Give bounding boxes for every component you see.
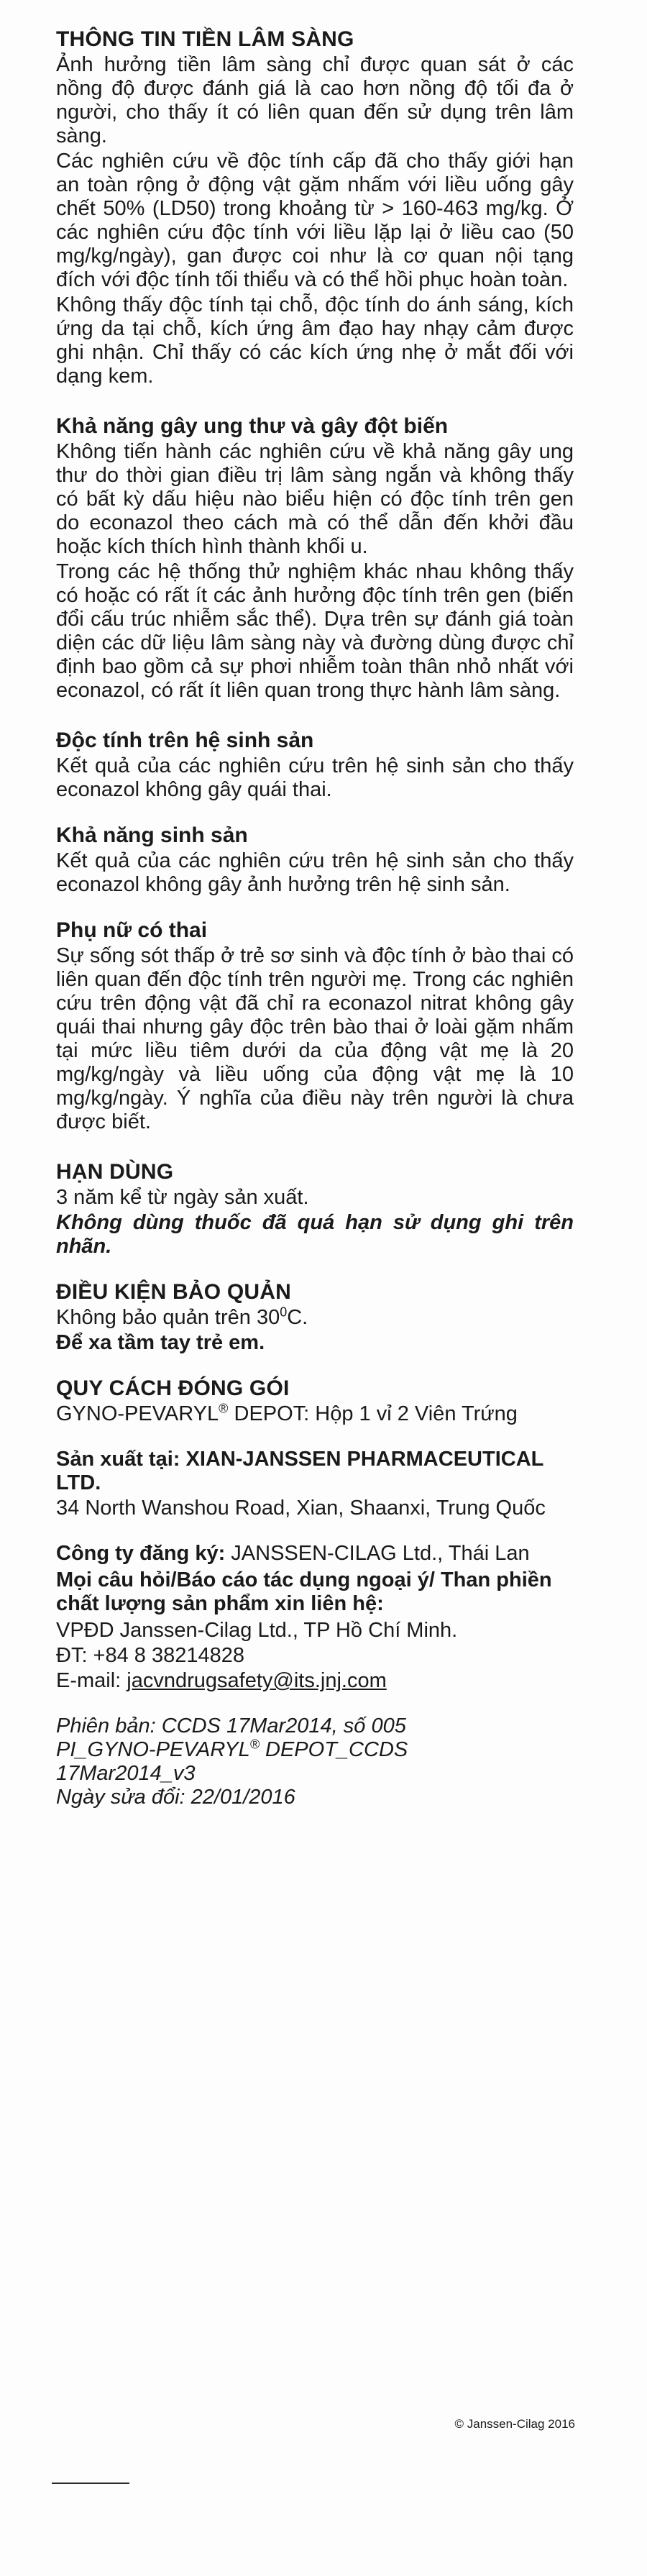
- manufacturer-line: [56, 1448, 574, 1495]
- email-label: E-mail:: [56, 1669, 127, 1692]
- storage-text-unit: C.: [287, 1306, 308, 1329]
- version-line: Phiên bản: CCDS 17Mar2014, số 005: [56, 1714, 406, 1737]
- registered-mark: ®: [219, 1401, 229, 1416]
- registrant-line: [56, 1542, 574, 1566]
- copyright-notice: © Janssen-Cilag 2016: [454, 2417, 575, 2431]
- manufacturer-label: Sản xuất tại:: [56, 1448, 180, 1471]
- heading-preclinical: THÔNG TIN TIỀN LÂM SÀNG: [56, 27, 354, 51]
- section-carcinogenicity: [56, 414, 574, 703]
- heading-packaging: QUY CÁCH ĐÓNG GÓI: [56, 1376, 290, 1400]
- paragraph: Không tiến hành các nghiên cứu về khả năng gây ung thư do thời gian điều trị lâm sàng ngắn và không thấy có bất kỳ dấu hiệu nào biểu hiện có độc tính trên gen do econazol theo cách mà có thể dẫn đến khởi đầu hoặc kích thích hình thành khối u.: [56, 440, 574, 558]
- version-date-line: 17Mar2014_v3: [56, 1762, 196, 1785]
- contact-heading: Mọi câu hỏi/Báo cáo tác dụng ngoại ý/ Than phiền chất lượng sản phẩm xin liên hệ:: [56, 1568, 552, 1615]
- expiry-warning: Không dùng thuốc đã quá hạn sử dụng ghi trên nhãn.: [56, 1211, 574, 1258]
- section-storage: [56, 1280, 574, 1355]
- section-preclinical: [56, 27, 574, 388]
- heading-storage: ĐIỀU KIỆN BẢO QUẢN: [56, 1280, 291, 1304]
- heading-fertility: Khả năng sinh sản: [56, 823, 248, 847]
- packaging-text: [56, 1402, 574, 1426]
- heading-reproductive-toxicity: Độc tính trên hệ sinh sản: [56, 729, 314, 752]
- paragraph: Trong các hệ thống thử nghiệm khác nhau không thấy có hoặc có rất ít các ảnh hưởng độc tính trên gen (biến đổi cấu trúc nhiễm sắc thể). Dựa trên sự đánh giá toàn diện các dữ liệu lâm sàng này và đường dùng được chỉ định bao gồm cả sự phơi nhiễm toàn thân nhỏ nhất với econazol, có rất ít liên quan trong thực hành lâm sàng.: [56, 560, 574, 702]
- degree-sup: 0: [280, 1305, 288, 1320]
- registered-mark: ®: [249, 1737, 260, 1752]
- section-packaging: [56, 1376, 574, 1426]
- paragraph: Ảnh hưởng tiền lâm sàng chỉ được quan sát ở các nồng độ được đánh giá là cao hơn nồng độ tối đa ở người, cho thấy ít có liên quan đến sử dụng trên lâm sàng.: [56, 53, 574, 147]
- section-pregnancy: [56, 918, 574, 1134]
- product-name: GYNO-PEVARYL: [56, 1402, 219, 1425]
- paragraph: Các nghiên cứu về độc tính cấp đã cho thấy giới hạn an toàn rộng ở động vật gặm nhấm với liều uống gây chết 50% (LD50) trong khoảng từ > 160-463 mg/kg. Ở các nghiên cứu độc tính với liều lặp lại ở liều cao (50 mg/kg/ngày), gan được coi như là cơ quan nội tạng đích với độc tính tối thiểu và có thể hồi phục hoàn toàn.: [56, 150, 574, 291]
- section-manufacturer: [56, 1448, 574, 1520]
- section-fertility: [56, 823, 574, 897]
- phone-line: ĐT: +84 8 38214828: [56, 1644, 245, 1667]
- paragraph: Kết quả của các nghiên cứu trên hệ sinh sản cho thấy econazol không gây ảnh hưởng trên hệ sinh sản.: [56, 849, 574, 896]
- version-file-name: PI_GYNO-PEVARYL: [56, 1738, 250, 1761]
- storage-text-main: Không bảo quản trên 30: [56, 1306, 280, 1329]
- version-file-line: [56, 1738, 574, 1762]
- heading-carcinogenicity: Khả năng gây ung thư và gây đột biến: [56, 414, 449, 438]
- heading-expiry: HẠN DÙNG: [56, 1160, 174, 1184]
- heading-pregnancy: Phụ nữ có thai: [56, 918, 208, 942]
- storage-warning: Để xa tầm tay trẻ em.: [56, 1331, 265, 1354]
- paragraph: Sự sống sót thấp ở trẻ sơ sinh và độc tính ở bào thai có liên quan đến độc tính trên người mẹ. Trong các nghiên cứu trên động vật đã chỉ ra econazol nitrat không gây quái thai nhưng gây độc trên bào thai ở loài gặm nhấm tại mức liều tiêm dưới da của động vật mẹ là 20 mg/kg/ngày và liều uống của động vật mẹ là 10 mg/kg/ngày. Ý nghĩa của điều này trên người là chưa được biết.: [56, 944, 574, 1133]
- office-line: VPĐD Janssen-Cilag Ltd., TP Hồ Chí Minh.: [56, 1619, 458, 1642]
- expiry-text: 3 năm kể từ ngày sản xuất.: [56, 1186, 309, 1209]
- paragraph: Không thấy độc tính tại chỗ, độc tính do ánh sáng, kích ứng da tại chỗ, kích ứng âm đạo hay nhạy cảm được ghi nhận. Chỉ thấy có các kích ứng nhẹ ở mắt đối với dạng kem.: [56, 293, 574, 388]
- storage-text: [56, 1306, 574, 1330]
- registrant-label: Công ty đăng ký:: [56, 1542, 226, 1565]
- manufacturer-address: 34 North Wanshou Road, Xian, Shaanxi, Trung Quốc: [56, 1497, 546, 1520]
- revision-date-line: Ngày sửa đổi: 22/01/2016: [56, 1786, 295, 1809]
- paragraph: Kết quả của các nghiên cứu trên hệ sinh sản cho thấy econazol không gây quái thai.: [56, 754, 574, 801]
- email-line: [56, 1669, 574, 1693]
- section-version: [56, 1714, 574, 1809]
- packaging-detail: DEPOT: Hộp 1 vỉ 2 Viên Trứng: [228, 1402, 518, 1425]
- registrant-name: JANSSEN-CILAG Ltd., Thái Lan: [225, 1542, 530, 1565]
- section-reproductive-toxicity: [56, 729, 574, 802]
- document-body: [56, 27, 574, 1835]
- section-expiry: [56, 1160, 574, 1259]
- footer-rule: [52, 2483, 129, 2484]
- version-file-suffix: DEPOT_CCDS: [259, 1738, 408, 1761]
- manufacturer-name: XIAN-JANSSEN PHARMACEUTICAL LTD.: [56, 1448, 543, 1494]
- section-registrant: [56, 1542, 574, 1693]
- email-link[interactable]: jacvndrugsafety@its.jnj.com: [127, 1669, 387, 1692]
